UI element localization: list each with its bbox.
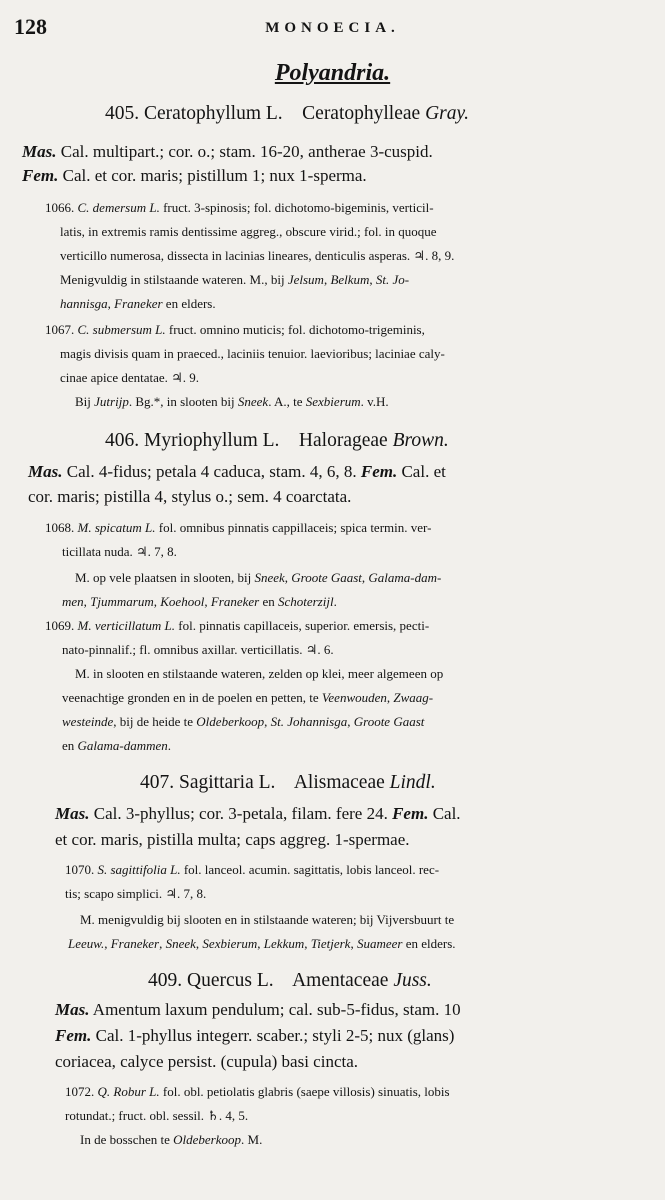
species-entry-line: verticillo numerosa, dissecta in lacinias lineares, denticulis asperas. ♃. 8, 9. bbox=[60, 248, 455, 263]
genus-name: 405. Ceratophyllum L. bbox=[105, 103, 283, 124]
locality-line: M. in slooten en stilstaande wateren, zelden op klei, meer algemeen op bbox=[75, 666, 444, 681]
genus-description-line: Mas. Cal. multipart.; cor. o.; stam. 16-20, antherae 3-cuspid. bbox=[22, 142, 433, 161]
genus-description-line: Fem. Cal. et cor. maris; pistillum 1; nux 1-sperma. bbox=[22, 166, 367, 185]
species-name: M. spicatum L. bbox=[77, 520, 156, 535]
species-entry-line: tis; scapo simplici. ♃. 7, 8. bbox=[65, 886, 207, 901]
species-name: C. demersum L. bbox=[77, 200, 160, 215]
genus-name: 409. Quercus L. bbox=[148, 970, 274, 991]
locality-line: M. menigvuldig bij slooten en in stilstaande wateren; bij Vijversbuurt te bbox=[80, 912, 455, 927]
family-name: Alismaceae bbox=[293, 772, 390, 793]
species-number: 1067. bbox=[45, 322, 78, 337]
species-entry-line: 1070. S. sagittifolia L. fol. lanceol. acumin. sagittatis, lobis lanceol. rec- bbox=[65, 862, 440, 877]
locality-line: westeinde, bij de heide te Oldeberkoop, St. Johannisga, Groote Gaast bbox=[62, 714, 425, 729]
family-name: Amentaceae bbox=[292, 970, 394, 991]
species-entry-line: 1066. C. demersum L. fruct. 3-spinosis; fol. dichotomo-bigeminis, verticil- bbox=[45, 200, 434, 215]
species-number: 1069. bbox=[45, 618, 78, 633]
genus-description-line: Mas. Amentum laxum pendulum; cal. sub-5-fidus, stam. 10 bbox=[55, 1000, 461, 1019]
genus-heading bbox=[105, 430, 449, 452]
species-entry-line: rotundat.; fruct. obl. sessil. ♄. 4, 5. bbox=[65, 1108, 249, 1123]
genus-description-line: Fem. Cal. 1-phyllus integerr. scaber.; styli 2-5; nux (glans) bbox=[55, 1026, 455, 1045]
section-title: Polyandria. bbox=[274, 60, 391, 86]
locality-line: hannisga, Franeker en elders. bbox=[60, 296, 216, 311]
locality-line: M. op vele plaatsen in slooten, bij Sneek, Groote Gaast, Galama-dam- bbox=[75, 570, 442, 585]
genus-description-line: Mas. Cal. 3-phyllus; cor. 3-petala, filam. fere 24. Fem. Cal. bbox=[55, 804, 461, 823]
running-head: MONOECIA. bbox=[265, 20, 400, 36]
family-author: Lindl. bbox=[389, 772, 436, 793]
species-entry-line: ticillata nuda. ♃. 7, 8. bbox=[62, 544, 177, 559]
species-entry-line: 1069. M. verticillatum L. fol. pinnatis capillaceis, superior. emersis, pecti- bbox=[45, 618, 430, 633]
species-number: 1068. bbox=[45, 520, 78, 535]
species-name: Q. Robur L. bbox=[97, 1084, 160, 1099]
species-entry-line: 1072. Q. Robur L. fol. obl. petiolatis glabris (saepe villosis) sinuatis, lobis bbox=[65, 1084, 450, 1099]
species-number: 1070. bbox=[65, 862, 98, 877]
family-author: Juss. bbox=[393, 970, 432, 991]
family-author: Gray. bbox=[425, 103, 469, 124]
genus-name: 407. Sagittaria L. bbox=[140, 772, 276, 793]
family-author: Brown. bbox=[392, 430, 449, 451]
genus-description-line: cor. maris; pistilla 4, stylus o.; sem. 4 coarctata. bbox=[28, 487, 352, 506]
genus-description-line: coriacea, calyce persist. (cupula) basi cincta. bbox=[55, 1052, 359, 1071]
locality-line: Bij Jutrijp. Bg.*, in slooten bij Sneek. A., te Sexbierum. v.H. bbox=[75, 394, 389, 409]
locality-line: men, Tjummarum, Koehool, Franeker en Schoterzijl. bbox=[62, 594, 337, 609]
species-name: S. sagittifolia L. bbox=[97, 862, 181, 877]
locality-line: Menigvuldig in stilstaande wateren. M., bij Jelsum, Belkum, St. Jo- bbox=[60, 272, 410, 287]
species-number: 1072. bbox=[65, 1084, 98, 1099]
locality-line: Leeuw., Franeker, Sneek, Sexbierum, Lekkum, Tietjerk, Suameer en elders. bbox=[68, 936, 456, 951]
species-entry-line: magis divisis quam in praeced., laciniis tenuior. laevioribus; laciniae caly- bbox=[60, 346, 445, 361]
genus-name: 406. Myriophyllum L. bbox=[105, 430, 280, 451]
species-entry-line: latis, in extremis ramis dentissime aggreg., obscure virid.; fol. in quoque bbox=[60, 224, 437, 239]
species-entry-line: nato-pinnalif.; fl. omnibus axillar. verticillatis. ♃. 6. bbox=[62, 642, 334, 657]
locality-line: In de bosschen te Oldeberkoop. M. bbox=[80, 1132, 263, 1147]
locality-line: veenachtige gronden en in de poelen en petten, te Veenwouden, Zwaag- bbox=[62, 690, 434, 705]
species-entry-line: 1067. C. submersum L. fruct. omnino muticis; fol. dichotomo-trigeminis, bbox=[45, 322, 425, 337]
locality-line: en Galama-dammen. bbox=[62, 738, 172, 753]
species-name: M. verticillatum L. bbox=[77, 618, 175, 633]
family-name: Ceratophylleae bbox=[302, 103, 426, 124]
genus-description-line: et cor. maris, pistilla multa; caps aggreg. 1-spermae. bbox=[55, 830, 410, 849]
genus-description-line: Mas. Cal. 4-fidus; petala 4 caduca, stam. 4, 6, 8. Fem. Cal. et bbox=[28, 462, 446, 481]
species-name: C. submersum L. bbox=[77, 322, 166, 337]
genus-heading bbox=[105, 103, 469, 125]
family-name: Halorageae bbox=[298, 430, 393, 451]
species-entry-line: cinae apice dentatae. ♃. 9. bbox=[60, 370, 200, 385]
species-number: 1066. bbox=[45, 200, 78, 215]
species-entry-line: 1068. M. spicatum L. fol. omnibus pinnatis cappillaceis; spica termin. ver- bbox=[45, 520, 432, 535]
page-number: 128 bbox=[14, 14, 47, 39]
genus-heading bbox=[148, 970, 432, 992]
genus-heading bbox=[140, 772, 436, 794]
